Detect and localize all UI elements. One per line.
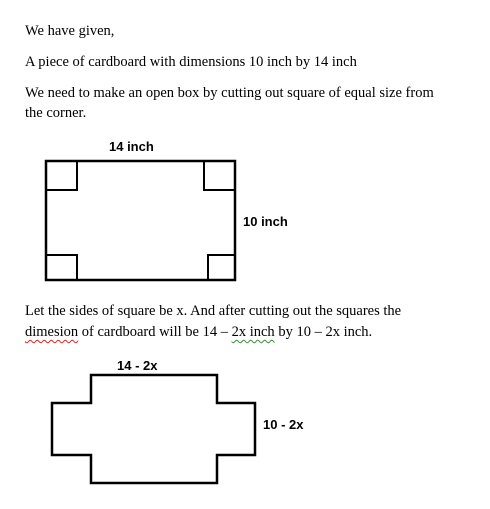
new-dimension-text: of cardboard will be 14 – (78, 324, 232, 340)
misspelled-word: dimesion (25, 324, 79, 340)
intro-line: We have given, (25, 23, 115, 39)
reduced-side-label: 10 - 2x (263, 417, 304, 432)
corner-square-top-right (204, 161, 235, 190)
open-box-line: We need to make an open box by cutting out square of equal size from (25, 85, 434, 101)
new-dimension-tail: by 10 – 2x inch. (274, 324, 373, 340)
grammar-flagged-text: 2x inch (231, 324, 275, 340)
corner-square-bottom-right (208, 255, 235, 280)
side-dimension-label: 10 inch (243, 214, 288, 229)
cardboard-diagram (46, 139, 288, 280)
open-box-line-continued: the corner. (25, 105, 87, 121)
cut-cardboard-outline (52, 375, 255, 483)
corner-square-top-left (46, 161, 77, 190)
new-dimension-line (25, 322, 372, 343)
cardboard-dimensions-line: A piece of cardboard with dimensions 10 inch by 14 inch (25, 54, 357, 70)
top-dimension-label: 14 inch (109, 139, 154, 154)
square-side-line: Let the sides of square be x. And after cutting out the squares the (25, 303, 402, 319)
cut-cardboard-diagram (52, 358, 304, 483)
reduced-top-label: 14 - 2x (117, 358, 158, 373)
cardboard-outline (46, 161, 235, 280)
corner-square-bottom-left (46, 255, 77, 280)
